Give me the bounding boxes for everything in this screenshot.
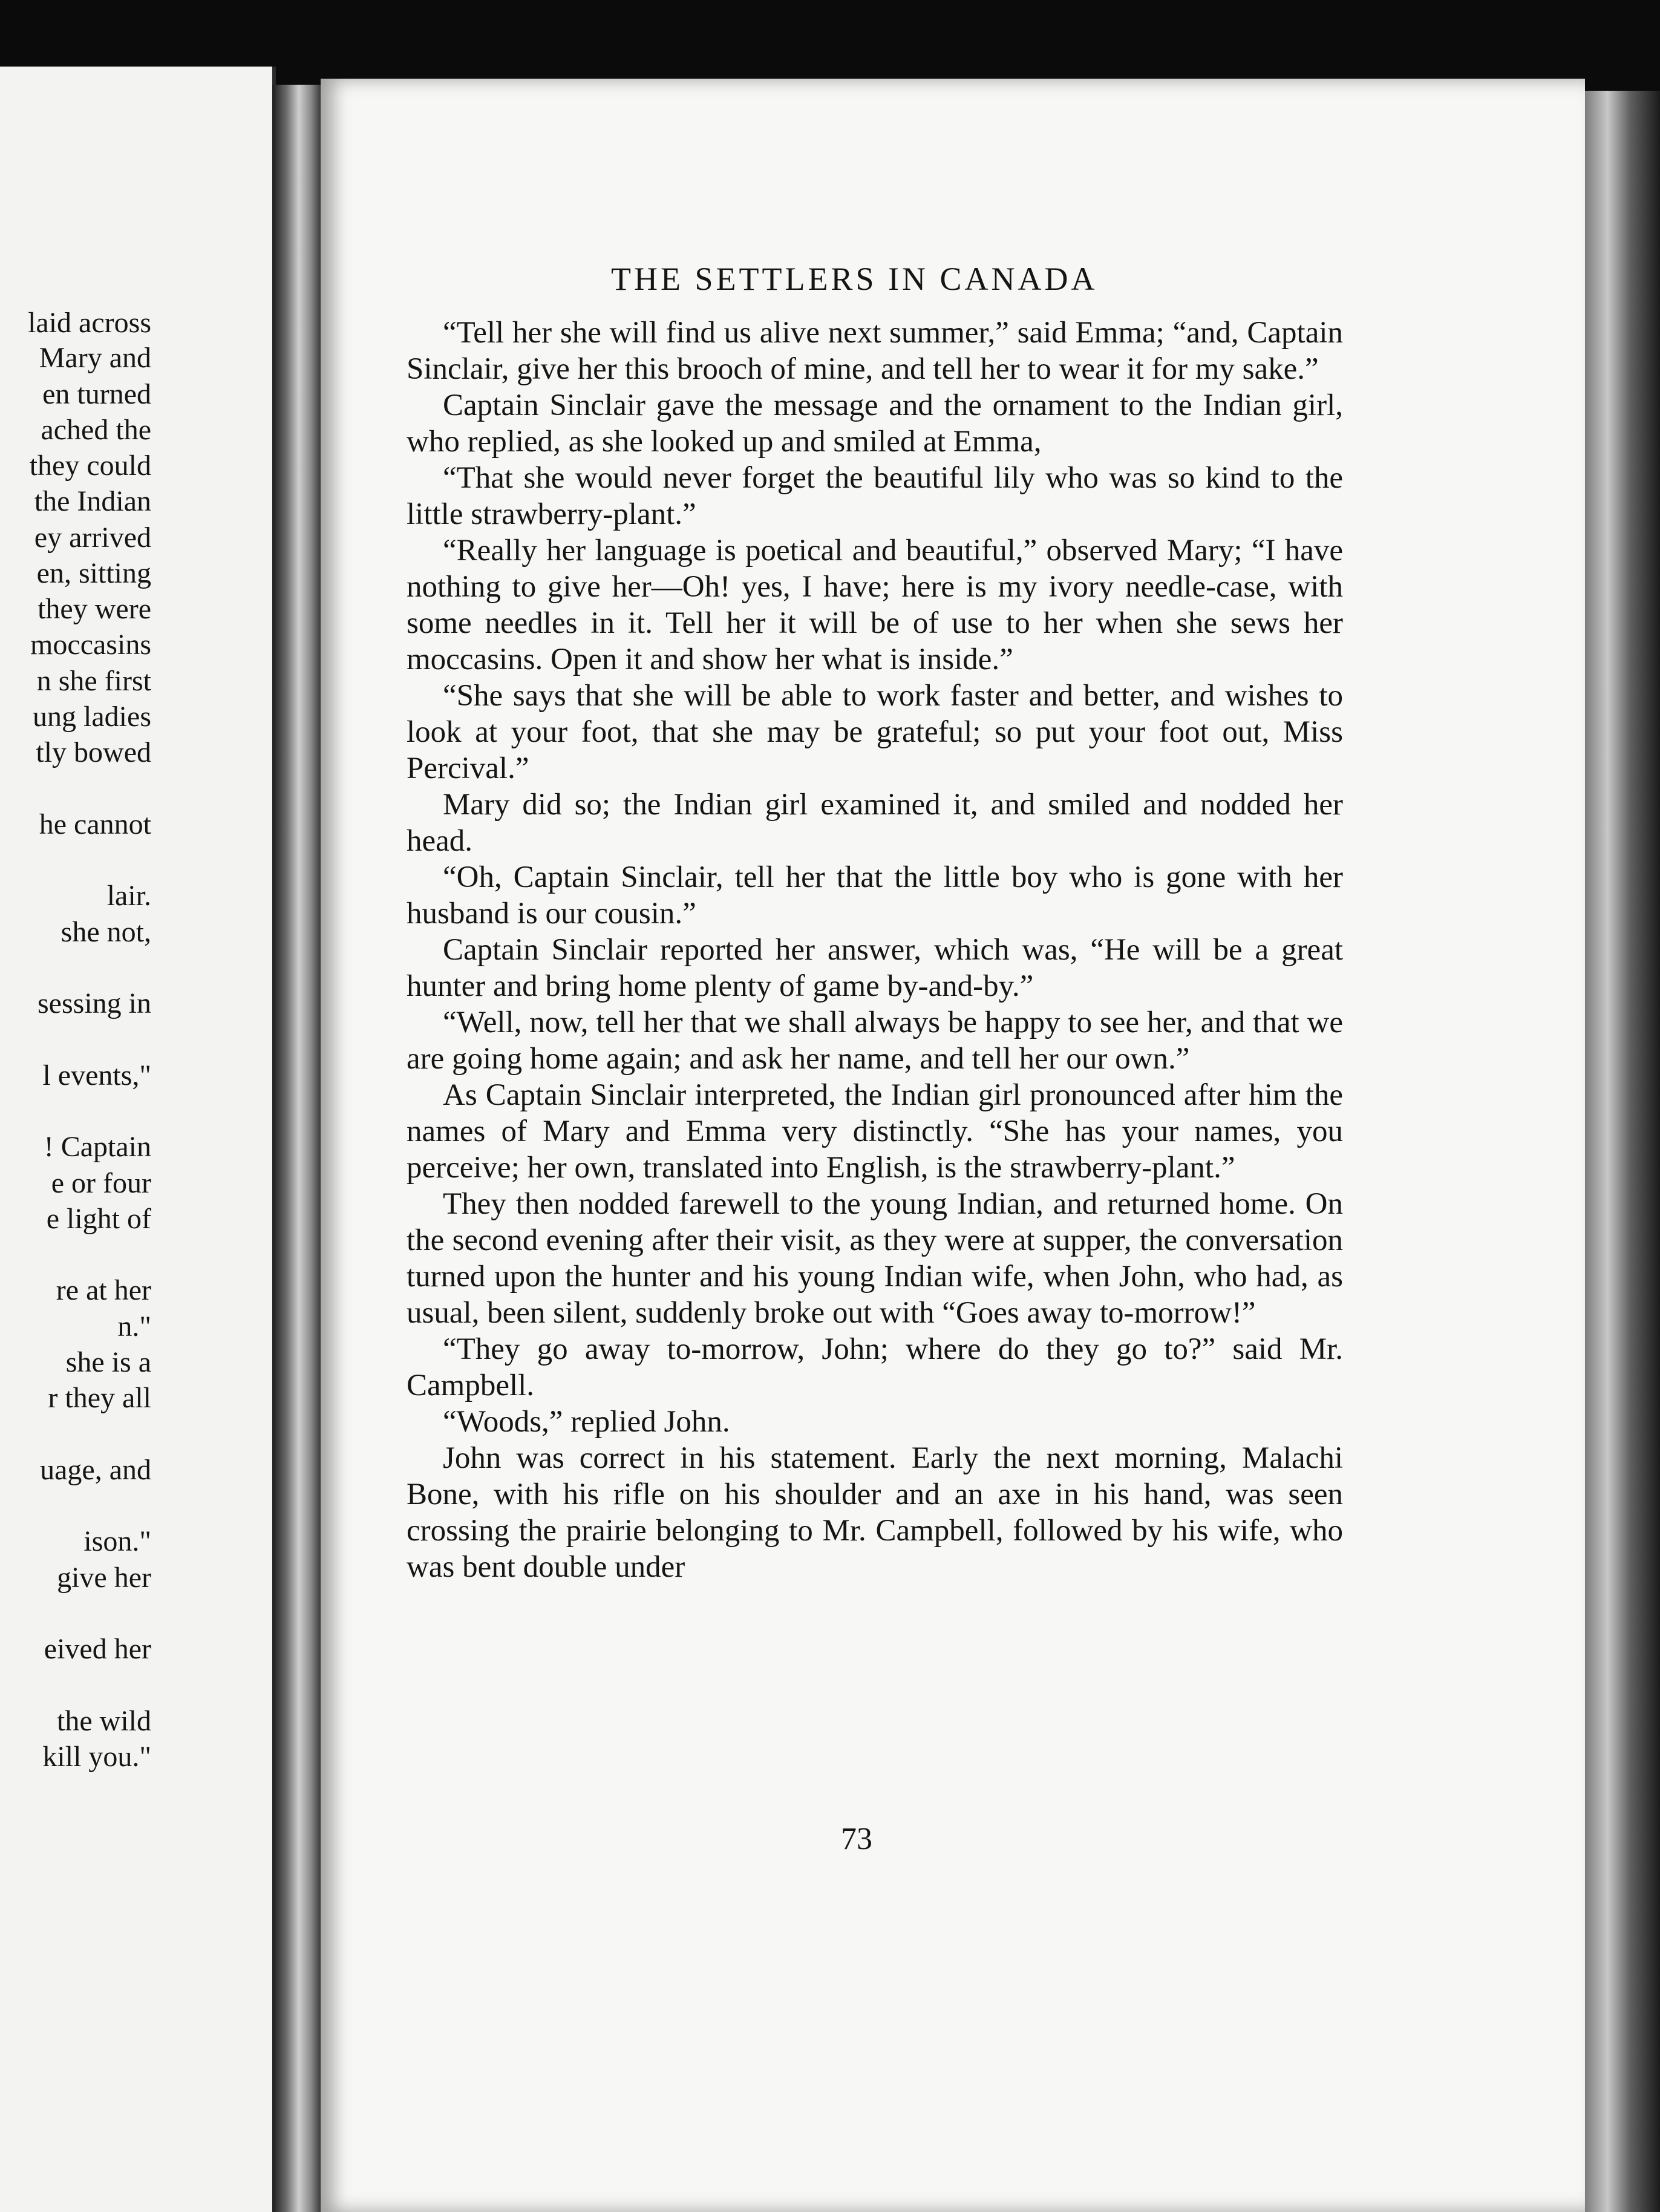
left-line: give her	[57, 1562, 151, 1594]
left-line: kill you."	[42, 1741, 151, 1773]
left-line: ey arrived	[34, 522, 151, 554]
left-line: sessing in	[37, 987, 151, 1019]
paragraph: Mary did so; the Indian girl examined it, and smiled and nodded her head.	[407, 788, 1343, 858]
paragraph: “She says that she will be able to work faster and better, and wishes to look at your foot, that she may be grateful; so put your foot out, Miss Percival.”	[407, 679, 1343, 785]
left-line: lair.	[106, 880, 151, 912]
left-line: n she first	[36, 665, 151, 697]
left-line: l events,"	[42, 1059, 151, 1091]
book-gutter	[272, 85, 321, 2212]
left-line: ! Captain	[44, 1131, 151, 1163]
left-line: e light of	[46, 1203, 151, 1235]
left-line: r they all	[48, 1382, 151, 1414]
left-line: they were	[38, 593, 151, 625]
left-line: re at her	[56, 1274, 151, 1306]
left-line: ung ladies	[33, 701, 151, 733]
left-line: ison."	[83, 1525, 151, 1557]
paragraph: They then nodded farewell to the young Indian, and returned home. On the second evening after their visit, as they were at supper, the conversation turned upon the hunter and his young Indian wife, when John, who had, as usual, been silent, suddenly broke out with “Goes away to-morrow!”	[407, 1187, 1343, 1330]
paragraph: “Well, now, tell her that we shall always be happy to see her, and that we are going home again; and ask her name, and tell her our own.”	[407, 1006, 1343, 1076]
left-line: laid across	[28, 307, 151, 339]
left-line: the Indian	[34, 485, 151, 517]
paragraph: “Woods,” replied John.	[443, 1405, 730, 1439]
left-line: en turned	[42, 378, 151, 410]
page-body	[407, 315, 1343, 1585]
paragraph: “Oh, Captain Sinclair, tell her that the little boy who is gone with her husband is our cousin.”	[407, 860, 1343, 931]
paragraph: Captain Sinclair reported her answer, which was, “He will be a great hunter and bring home plenty of game by-and-by.”	[407, 933, 1343, 1003]
left-page-fragment	[0, 67, 276, 2212]
left-line: tly bowed	[36, 736, 151, 768]
page-edge	[1585, 91, 1660, 2212]
left-line: ached the	[41, 414, 151, 446]
running-head: THE SETTLERS IN CANADA	[611, 261, 1098, 297]
left-line: she not,	[60, 916, 151, 948]
paragraph: As Captain Sinclair interpreted, the Indian girl pronounced after him the names of Mary and Emma very distinctly. “She has your names, you perceive; her own, translated into English, is the strawberry-plant.”	[407, 1078, 1343, 1185]
left-line: en, sitting	[36, 557, 151, 589]
left-line: uage, and	[40, 1454, 151, 1486]
left-line: Mary and	[39, 342, 151, 374]
left-line: n."	[117, 1311, 151, 1343]
paragraph: “Really her language is poetical and beautiful,” observed Mary; “I have nothing to give her—Oh! yes, I have; here is my ivory needle-case, with some needles in it. Tell her it will be of use to her when she sews her moccasins. Open it and show her what is inside.”	[407, 534, 1343, 676]
left-line: the wild	[57, 1705, 151, 1737]
paragraph: “That she would never forget the beautiful lily who was so kind to the little strawberry-plant.”	[407, 461, 1343, 531]
left-line: she is a	[65, 1346, 151, 1378]
left-line: he cannot	[39, 808, 151, 840]
paragraph: Captain Sinclair gave the message and the ornament to the Indian girl, who replied, as she looked up and smiled at Emma,	[407, 388, 1343, 459]
left-line: eived her	[44, 1633, 151, 1665]
paragraph: “Tell her she will find us alive next summer,” said Emma; “and, Captain Sinclair, give her this brooch of mine, and tell her to wear it for my sake.”	[407, 316, 1343, 386]
left-line: they could	[29, 450, 151, 482]
left-line: moccasins	[30, 629, 151, 661]
paragraph: John was correct in his statement. Early the next morning, Malachi Bone, with his rifle on his shoulder and an axe in his hand, was seen crossing the prairie belonging to Mr. Campbell, followed by his wife, who was bent double under	[407, 1441, 1343, 1584]
page-number: 73	[841, 1822, 872, 1856]
paragraph: “They go away to-morrow, John; where do they go to?” said Mr. Campbell.	[407, 1332, 1343, 1402]
left-line: e or four	[51, 1167, 151, 1199]
